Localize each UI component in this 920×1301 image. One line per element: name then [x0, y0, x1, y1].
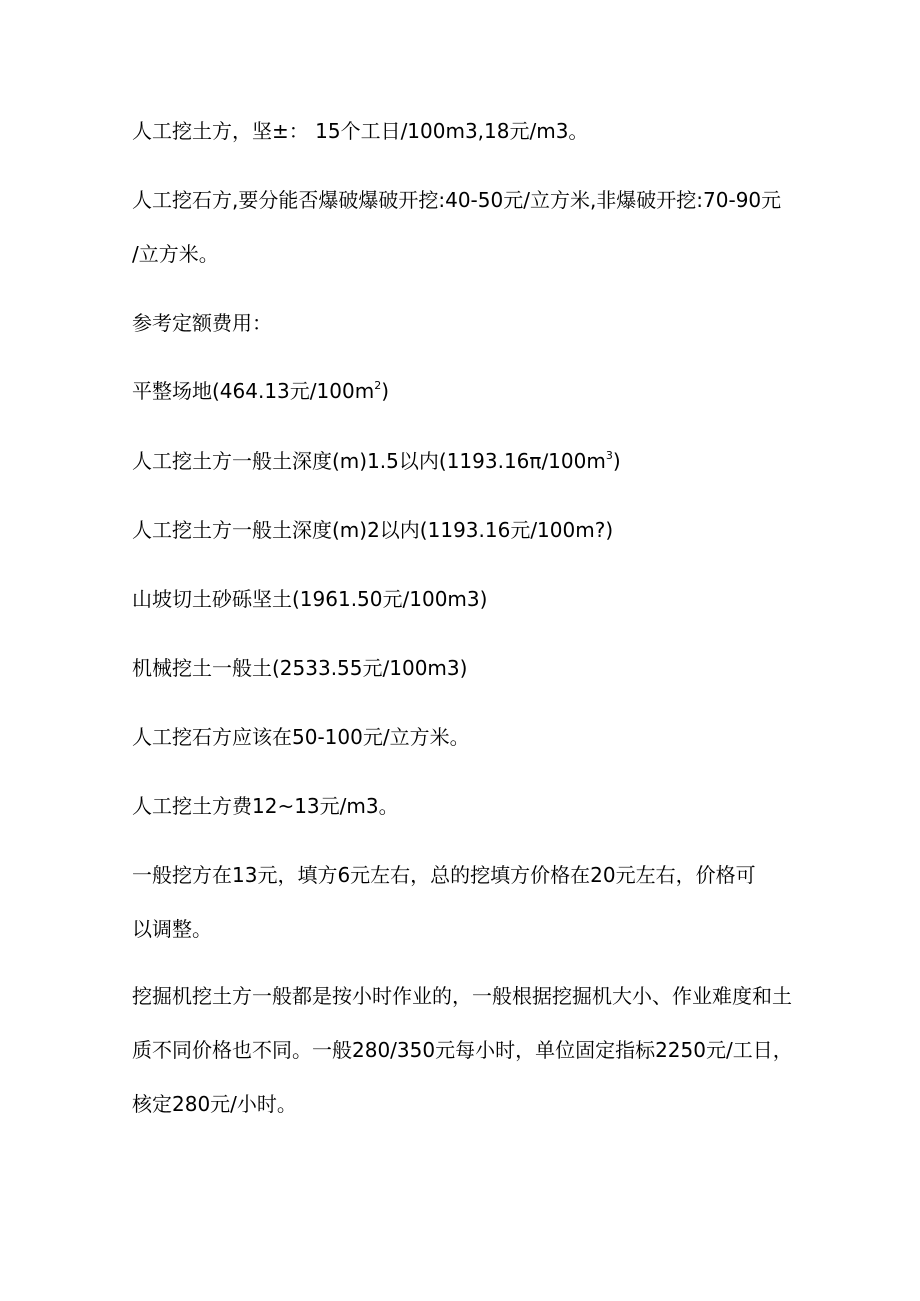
text-line: 质不同价格也不同。一般280/350元每小时，单位固定指标2250元/工日， — [132, 1038, 793, 1062]
text-line: 核定280元/小时。 — [132, 1092, 297, 1116]
text-line: 人工挖土方费12~13元/m3。 — [132, 794, 399, 818]
text-line — [132, 364, 812, 418]
paragraph-earthwork-fee — [132, 779, 812, 833]
text-segment: ) — [612, 449, 621, 473]
paragraph-reference-quota-heading — [132, 296, 812, 350]
text-line: 人工挖石方,要分能否爆破爆破开挖:40-50元/立方米,非爆破开挖:70-90元 — [132, 188, 782, 212]
paragraph-cut-and-fill — [132, 848, 812, 956]
paragraph-manual-stonework — [132, 173, 812, 281]
text-line: 挖掘机挖土方一般都是按小时作业的，一般根据挖掘机大小、作业难度和土 — [132, 984, 792, 1008]
paragraph-mechanical-excavation — [132, 641, 812, 695]
text-line: /立方米。 — [132, 242, 219, 266]
text-segment: ) — [381, 379, 389, 403]
text-line: 一般挖方在13元，填方6元左右，总的挖填方价格在20元左右，价格可 — [132, 863, 756, 887]
text-line: 机械挖土一般土(2533.55元∕100m3) — [132, 656, 468, 680]
paragraph-manual-earthwork-hard-soil — [132, 104, 812, 158]
paragraph-earthwork-depth-2 — [132, 503, 812, 557]
paragraph-site-leveling — [132, 364, 812, 418]
paragraph-earthwork-depth-1-5 — [132, 434, 812, 488]
superscript: 2 — [374, 379, 382, 392]
text-segment: 人工挖土方一般土深度(m)1.5以内(1193.16π∕100m — [132, 449, 606, 473]
text-segment: 平整场地(464.13元/100m — [132, 379, 375, 403]
text-line: 以调整。 — [132, 917, 212, 941]
text-line — [132, 434, 812, 488]
text-line: 山坡切土砂砾坚土(1961.50元∕100m3) — [132, 587, 488, 611]
paragraph-slope-cutting — [132, 572, 812, 626]
text-line: 参考定额费用： — [132, 311, 272, 335]
text-line: 人工挖土方，坚±： 15个工日/100m3,18元/m3。 — [132, 119, 589, 143]
paragraph-excavator-hourly — [132, 969, 812, 1131]
paragraph-stonework-price — [132, 710, 812, 764]
superscript: 3 — [605, 449, 613, 462]
text-line: 人工挖土方一般土深度(m)2以内(1193.16元/100m?) — [132, 518, 614, 542]
text-line: 人工挖石方应该在50-100元/立方米。 — [132, 725, 470, 749]
